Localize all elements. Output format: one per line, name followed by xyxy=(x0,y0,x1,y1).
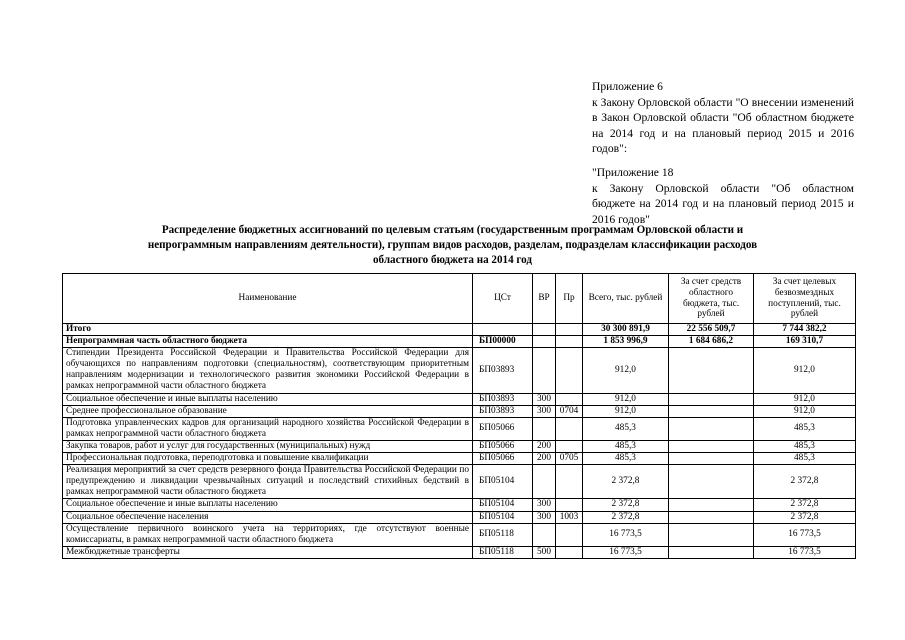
cell-targeted: 7 744 382,2 xyxy=(754,324,856,336)
cell-pr xyxy=(556,523,583,546)
cell-vr xyxy=(533,417,556,440)
cell-pr: 1003 xyxy=(556,511,583,523)
cell-regional xyxy=(669,511,754,523)
cell-regional xyxy=(669,440,754,452)
cell-regional: 1 684 686,2 xyxy=(669,336,754,348)
cell-name: Стипендии Президента Российской Федерации и Правительства Российской Федерации для обучающихся по направлениям подготовки (специальностям), соответствующим приоритетным направлениям модернизации и технологического развития экономики Российской Федерации в рамках непрограммной части областного бюджета xyxy=(63,348,473,393)
table-row xyxy=(63,546,856,558)
cell-vr: 200 xyxy=(533,440,556,452)
budget-table xyxy=(62,273,856,559)
cell-pr xyxy=(556,348,583,393)
table-row xyxy=(63,417,856,440)
cell-targeted: 16 773,5 xyxy=(754,523,856,546)
table-row xyxy=(63,511,856,523)
cell-cst: БП05104 xyxy=(473,465,533,499)
cell-targeted: 912,0 xyxy=(754,348,856,393)
cell-name: Осуществление первичного воинского учета на территориях, где отсутствуют военные комиссариаты, в рамках непрограммной части областного бюджета xyxy=(63,523,473,546)
table-body xyxy=(63,324,856,559)
table-row xyxy=(63,348,856,393)
cell-cst: БП05066 xyxy=(473,417,533,440)
cell-total: 485,3 xyxy=(583,440,669,452)
cell-targeted: 912,0 xyxy=(754,405,856,417)
cell-cst: БП05066 xyxy=(473,440,533,452)
document-title: Распределение бюджетных ассигнований по целевым статьям (государственным программам Орловской области и непрограммным направлениям деятельности), группам видов расходов, разделам, подразделам классификации расходов областного бюджета на 2014 год xyxy=(147,224,758,266)
cell-regional xyxy=(669,348,754,393)
cell-total: 1 853 996,9 xyxy=(583,336,669,348)
appendix-18-heading: "Приложение 18 xyxy=(592,165,674,179)
cell-pr: 0705 xyxy=(556,453,583,465)
cell-pr xyxy=(556,417,583,440)
cell-cst: БП05066 xyxy=(473,453,533,465)
header-regional: За счет средств областного бюджета, тыс. рублей xyxy=(669,274,754,324)
cell-vr xyxy=(533,523,556,546)
cell-vr: 300 xyxy=(533,393,556,405)
cell-vr: 300 xyxy=(533,499,556,511)
cell-pr: 0704 xyxy=(556,405,583,417)
cell-targeted: 16 773,5 xyxy=(754,546,856,558)
cell-targeted: 485,3 xyxy=(754,453,856,465)
cell-targeted: 2 372,8 xyxy=(754,499,856,511)
cell-targeted: 485,3 xyxy=(754,440,856,452)
cell-vr: 500 xyxy=(533,546,556,558)
cell-cst: БП03893 xyxy=(473,393,533,405)
table-row xyxy=(63,440,856,452)
cell-total: 912,0 xyxy=(583,405,669,417)
cell-total: 2 372,8 xyxy=(583,499,669,511)
cell-name: Непрограммная часть областного бюджета xyxy=(63,336,473,348)
table-row xyxy=(63,523,856,546)
appendix-18-text: к Закону Орловской области "Об областном бюджете на 2014 год и на плановый период 2015 и 2016 годов" xyxy=(592,181,854,226)
cell-regional xyxy=(669,546,754,558)
cell-total: 912,0 xyxy=(583,348,669,393)
appendix-6-text: к Закону Орловской области "О внесении изменений в Закон Орловской области "Об областном бюджете на 2014 год и на плановый период 2015 и 2016 годов": xyxy=(592,95,854,156)
cell-name: Итого xyxy=(63,324,473,336)
cell-name: Социальное обеспечение населения xyxy=(63,511,473,523)
cell-targeted: 2 372,8 xyxy=(754,511,856,523)
cell-pr xyxy=(556,465,583,499)
cell-name: Межбюджетные трансферты xyxy=(63,546,473,558)
table-row xyxy=(63,453,856,465)
table-row xyxy=(63,393,856,405)
cell-total: 485,3 xyxy=(583,417,669,440)
cell-regional xyxy=(669,453,754,465)
header-name: Наименование xyxy=(63,274,473,324)
cell-cst: БП05104 xyxy=(473,499,533,511)
cell-name: Среднее профессиональное образование xyxy=(63,405,473,417)
cell-name: Закупка товаров, работ и услуг для государственных (муниципальных) нужд xyxy=(63,440,473,452)
table-row xyxy=(63,499,856,511)
cell-pr xyxy=(556,546,583,558)
cell-vr: 300 xyxy=(533,511,556,523)
cell-vr: 200 xyxy=(533,453,556,465)
cell-vr xyxy=(533,324,556,336)
cell-name: Социальное обеспечение и иные выплаты населению xyxy=(63,393,473,405)
cell-targeted: 2 372,8 xyxy=(754,465,856,499)
cell-targeted: 485,3 xyxy=(754,417,856,440)
table-row xyxy=(63,336,856,348)
cell-vr xyxy=(533,348,556,393)
cell-total: 2 372,8 xyxy=(583,511,669,523)
cell-cst: БП05118 xyxy=(473,546,533,558)
cell-pr xyxy=(556,324,583,336)
cell-cst: БП05118 xyxy=(473,523,533,546)
cell-name: Профессиональная подготовка, переподготовка и повышение квалификации xyxy=(63,453,473,465)
cell-cst: БП05104 xyxy=(473,511,533,523)
cell-name: Реализация мероприятий за счет средств резервного фонда Правительства Российской Федерации по предупреждению и ликвидации чрезвычайных ситуаций и последствий стихийных бедствий в рамках непрограммной части областного бюджета xyxy=(63,465,473,499)
cell-regional xyxy=(669,499,754,511)
appendix-6-heading: Приложение 6 xyxy=(592,80,663,93)
header-pr: Пр xyxy=(556,274,583,324)
cell-cst: БП03893 xyxy=(473,348,533,393)
cell-regional: 22 556 509,7 xyxy=(669,324,754,336)
cell-total: 2 372,8 xyxy=(583,465,669,499)
cell-regional xyxy=(669,393,754,405)
header-targeted: За счет целевых безвозмездных поступлений, тыс. рублей xyxy=(754,274,856,324)
cell-regional xyxy=(669,465,754,499)
header-cst: ЦСт xyxy=(473,274,533,324)
cell-vr xyxy=(533,336,556,348)
header-total: Всего, тыс. рублей xyxy=(583,274,669,324)
cell-regional xyxy=(669,523,754,546)
table-row xyxy=(63,465,856,499)
cell-total: 16 773,5 xyxy=(583,546,669,558)
cell-targeted: 169 310,7 xyxy=(754,336,856,348)
cell-cst: БП00000 xyxy=(473,336,533,348)
appendix-block xyxy=(592,79,854,227)
cell-vr xyxy=(533,465,556,499)
cell-total: 16 773,5 xyxy=(583,523,669,546)
cell-total: 30 300 891,9 xyxy=(583,324,669,336)
table-row xyxy=(63,324,856,336)
cell-pr xyxy=(556,440,583,452)
cell-regional xyxy=(669,405,754,417)
cell-pr xyxy=(556,336,583,348)
table-row xyxy=(63,405,856,417)
cell-name: Подготовка управленческих кадров для организаций народного хозяйства Российской Федерации в рамках непрограммной части областного бюджета xyxy=(63,417,473,440)
header-vr: ВР xyxy=(533,274,556,324)
cell-name: Социальное обеспечение и иные выплаты населению xyxy=(63,499,473,511)
cell-targeted: 912,0 xyxy=(754,393,856,405)
table-header-row xyxy=(63,274,856,324)
cell-total: 485,3 xyxy=(583,453,669,465)
cell-cst: БП03893 xyxy=(473,405,533,417)
cell-vr: 300 xyxy=(533,405,556,417)
cell-total: 912,0 xyxy=(583,393,669,405)
cell-pr xyxy=(556,393,583,405)
cell-cst xyxy=(473,324,533,336)
cell-pr xyxy=(556,499,583,511)
cell-regional xyxy=(669,417,754,440)
